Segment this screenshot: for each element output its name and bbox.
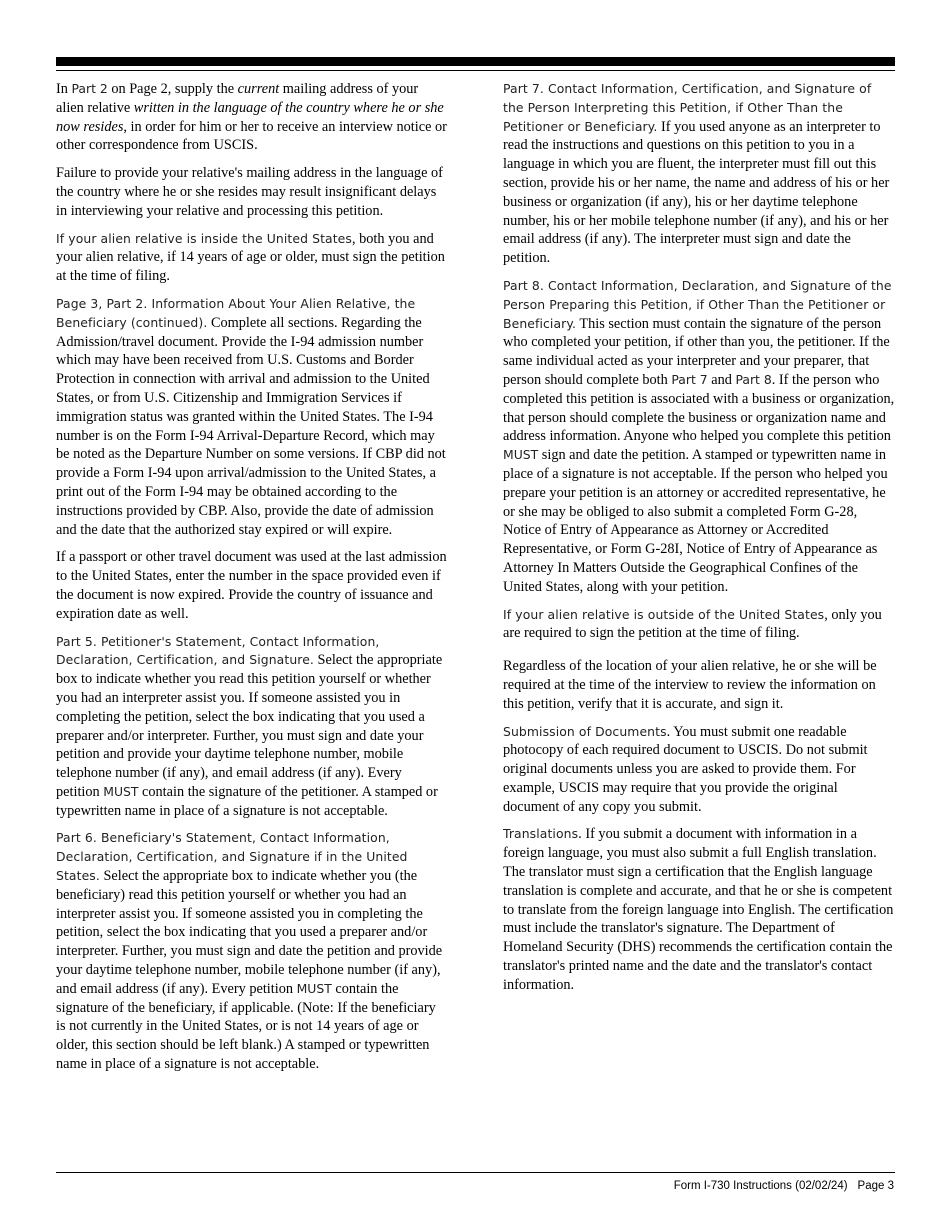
- section-body: Select the appropriate box to indicate whether you (the beneficiary) read this petition yourself or whether you had an interpreter assist you. If someone assisted you in completing the petition, select the box indicating that you used a preparer and/or interpreter. Further, you must sign and date the petition and provide your daytime telephone number, mobile telephone number (if any), and email address (if any). Every petition: [56, 868, 443, 997]
- section-body: Select the appropriate box to indicate whether you read this petition yourself or whether you had an interpreter assist you. If someone assisted you in completing the petition, select the box indicating that you used a preparer and/or interpreter. Further, you must sign and date your petition and provide your daytime telephone number, mobile telephone number (if any), and email address (if any). Every petition: [56, 652, 443, 800]
- paragraph-part5: [56, 633, 448, 821]
- section-heading: Submission of Documents: [503, 723, 667, 739]
- text: , in order for him or her to receive an interview notice or other correspondence from USCIS.: [56, 118, 447, 154]
- text: In: [56, 81, 72, 97]
- paragraph-submission: [503, 723, 895, 817]
- paragraph-outside-us: [503, 606, 895, 644]
- page-number: Page 3: [857, 1180, 894, 1192]
- text: and: [707, 371, 736, 388]
- paragraph-translations: [503, 825, 895, 994]
- paragraph-mailing-address: [56, 80, 448, 155]
- paragraph-part6: [56, 829, 448, 1073]
- must-emphasis: MUST: [503, 447, 539, 463]
- section-body: , only you are required to sign the petition at the time of filing.: [503, 606, 882, 642]
- paragraph-passport: If a passport or other travel document was used at the last admission to the United States, enter the number in the space provided even if the document is now expired. Provide the country of issuance and expiration date as well.: [56, 549, 447, 622]
- left-column: [56, 80, 448, 1083]
- section-body: Complete all sections. Regarding the Admission/travel document. Provide the I-94 admission number which may have been received from U.S. Customs and Border Protection in connection with arrival and admission to the United States, or from U.S. Citizenship and Immigration Services if immigration status was granted within the United States. The I-94 number is on the Form I-94 Arrival-Departure Record, which may be noted as the Departure Number on some versions. If CBP did not provide a Form I-94 upon arrival/admission to the United States, a print out of the Form I-94 may be obtained according to the instructions provided by CBP. Also, provide the date of admission and the date that the authorized stay expired or will expire.: [56, 314, 446, 538]
- paragraph-page3-part2: [56, 295, 448, 539]
- section-heading: Page 3, Part 2. Information About Your Alien Relative, the Beneficiary (continued).: [56, 295, 416, 330]
- text: on Page 2, supply the: [107, 81, 238, 97]
- section-body: . You must submit one readable photocopy of each required document to USCIS. Do not submit original documents unless you are asked to provide them. For example, USCIS may require that you provide the original document of any copy you submit.: [503, 723, 868, 815]
- section-body: If you used anyone as an interpreter to read the instructions and questions on this petition to you in a language in which you are fluent, the interpreter must fill out this section, provide his or her name, the name and address of his or her business or organization (if any), his or her daytime telephone number, his or her mobile telephone number (if any), and his or her email address (if any). The interpreter must sign and date the petition.: [503, 118, 890, 267]
- section-body: contain the signature of the petitioner. A stamped or typewritten name in place of a signature is not acceptable.: [56, 783, 438, 819]
- section-heading: If your alien relative is outside of the United States: [503, 606, 825, 622]
- must-emphasis: MUST: [103, 783, 139, 799]
- section-body: sign and date the petition. A stamped or typewritten name in place of a signature is not acceptable. If the person who helped you prepare your petition is an attorney or accredited representative, he or she may be obliged to also submit a completed Form G-28, Notice of Entry of Appearance as Attorney or Accredited Representative, or Form G-28I, Notice of Entry of Appearance as Attorney In Matters Outside the Geographical Confines of the United States, along with your petition.: [503, 447, 888, 595]
- page-footer: [664, 1180, 894, 1192]
- footer-rule: [56, 1172, 895, 1173]
- section-heading: If your alien relative is inside the United States: [56, 230, 352, 246]
- section-body: contain the signature of the beneficiary, if applicable. (Note: If the beneficiary is not currently in the United States, or is not 14 years of age or older, this section should be left blank.) A stamped or typewritten name in place of a signature is not acceptable.: [56, 980, 436, 1073]
- section-heading: Part 6. Beneficiary's Statement, Contact Information, Declaration, Certification, and Signature if in the United States.: [56, 830, 408, 884]
- section-heading: Translations: [503, 826, 579, 842]
- section-heading: Part 7. Contact Information, Certification, and Signature of the Person Interpreting this Petition, if Other Than the Petitioner or Beneficiary.: [503, 81, 872, 134]
- emphasis-current: current: [237, 81, 280, 97]
- header-thin-rule: [56, 70, 895, 71]
- emphasis-language: written in the language of the country where he or she now resides: [56, 99, 444, 135]
- section-body: . If the person who completed this petition is associated with a business or organization, that person should complete the business or organization name and address information. Anyone who helped you complete this petition: [503, 371, 895, 445]
- paragraph-inside-us: [56, 230, 448, 286]
- part-8-ref: Part 8: [735, 371, 772, 387]
- section-body: . If you submit a document with information in a foreign language, you must also submit a full English translation. The translator must sign a certification that the English language translation is complete and accurate, and that he or she is competent to translate from the foreign language into English. The certification must include the translator's signature. The Department of Homeland Security (DHS) recommends the certification contain the translator's printed name and the date and the translator's contact information.: [503, 826, 894, 993]
- section-body: This section must contain the signature of the person who completed your petition, if other than you, the petitioner. If the same individual acted as your interpreter and your preparer, that person should complete both: [503, 315, 890, 388]
- section-heading: Part 8. Contact Information, Declaration, and Signature of the Person Preparing this Petition, if Other Than the Petitioner or Beneficiary.: [503, 277, 892, 331]
- part-2-ref: Part 2: [71, 81, 108, 96]
- header-thick-rule: [56, 57, 895, 66]
- text: mailing address of your alien relative: [56, 81, 419, 116]
- paragraph-part8: [503, 277, 895, 597]
- must-emphasis: MUST: [296, 980, 332, 996]
- right-column: [503, 80, 895, 1004]
- section-heading: Part 5. Petitioner's Statement, Contact Information, Declaration, Certification, and Signature.: [56, 633, 380, 668]
- form-edition: Form I-730 Instructions (02/02/24): [673, 1180, 848, 1192]
- paragraph-regardless: Regardless of the location of your alien relative, he or she will be required at the time of the interview to review the information on this petition, verify that it is accurate, and sign it.: [503, 658, 877, 712]
- part-7-ref: Part 7: [671, 371, 708, 387]
- paragraph-failure-warning: Failure to provide your relative's mailing address in the language of the country where he or she resides may result insignificant delays in interviewing your relative and processing this petition.: [56, 165, 443, 219]
- paragraph-part7: [503, 80, 895, 268]
- section-body: , both you and your alien relative, if 14 years of age or older, must sign the petition at the time of filing.: [56, 230, 445, 285]
